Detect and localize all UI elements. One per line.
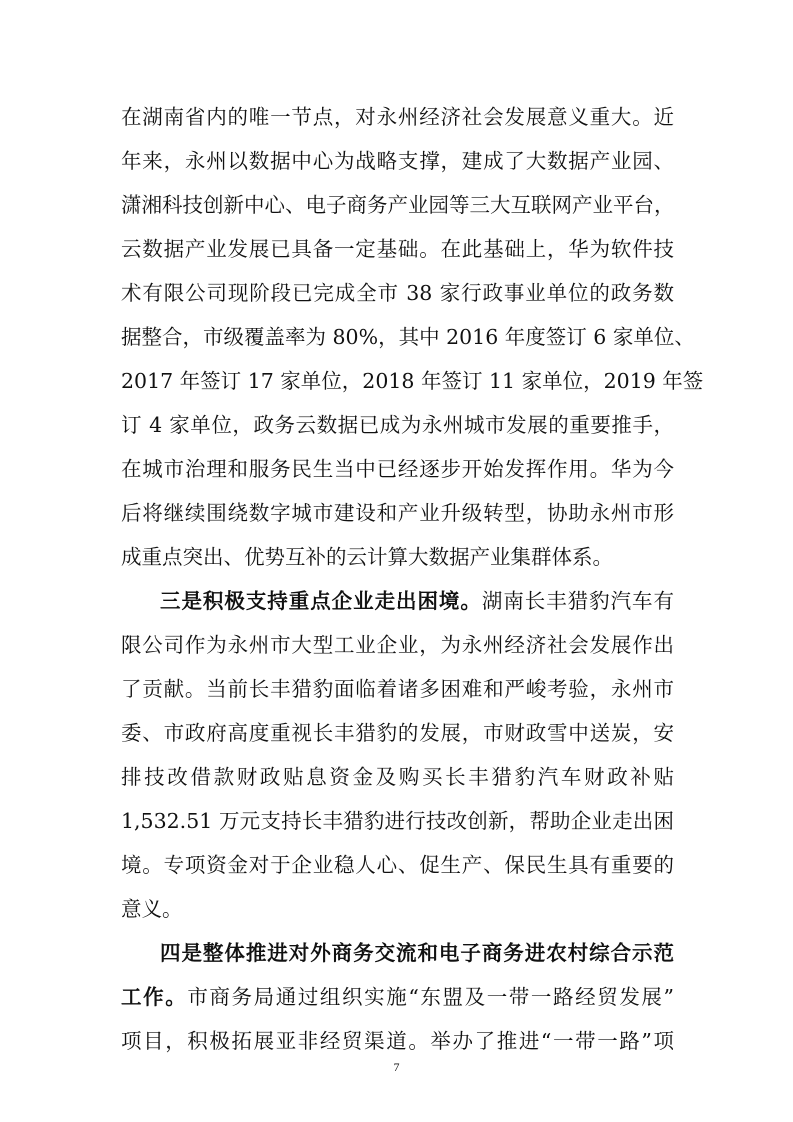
paragraph-1-line-11: 成重点突出、优势互补的云计算大数据产业集群体系。 bbox=[121, 545, 613, 569]
paragraph-1-line-7: 2017 年签订 17 家单位，2018 年签订 11 家单位，2019 年签 bbox=[121, 369, 704, 393]
paragraph-2-line-6: 1,532.51 万元支持长丰猎豹进行技改创新，帮助企业走出困 bbox=[121, 809, 674, 833]
paragraph-2-line-4: 委、市政府高度重视长丰猎豹的发展，市财政雪中送炭，安 bbox=[121, 721, 674, 745]
paragraph-2-line-1 bbox=[160, 579, 674, 623]
paragraph-2-line-8: 意义。 bbox=[121, 897, 183, 921]
paragraph-1-line-4: 云数据产业发展已具备一定基础。在此基础上，华为软件技 bbox=[121, 237, 674, 261]
paragraph-1-line-3: 潇湘科技创新中心、电子商务产业园等三大互联网产业平台， bbox=[121, 193, 675, 217]
paragraph-1-line-5: 术有限公司现阶段已完成全市 38 家行政事业单位的政务数 bbox=[121, 281, 674, 305]
paragraph-1-line-10: 后将继续围绕数字城市建设和产业升级转型，协助永州市形 bbox=[121, 501, 674, 525]
paragraph-2-line-5: 排技改借款财政贴息资金及购买长丰猎豹汽车财政补贴 bbox=[121, 765, 674, 789]
paragraph-3-line-2 bbox=[121, 975, 674, 1019]
paragraph-1-line-2: 年来，永州以数据中心为战略支撑，建成了大数据产业园、 bbox=[121, 149, 674, 173]
paragraph-1-line-6: 据整合，市级覆盖率为 80%，其中 2016 年度签订 6 家单位、 bbox=[121, 325, 695, 349]
paragraph-2-line-3: 了贡献。当前长丰猎豹面临着诸多困难和严峻考验，永州市 bbox=[121, 677, 674, 701]
paragraph-1-line-1: 在湖南省内的唯一节点，对永州经济社会发展意义重大。近 bbox=[121, 105, 674, 129]
paragraph-2-line-1-rest: 湖南长丰猎豹汽车有 bbox=[481, 589, 675, 613]
page-number: 7 bbox=[393, 1060, 400, 1074]
paragraph-2-line-2: 限公司作为永州市大型工业企业，为永州经济社会发展作出 bbox=[121, 633, 674, 657]
paragraph-3-line-2-rest: 市商务局通过组织实施“东盟及一带一路经贸发展” bbox=[187, 985, 674, 1009]
paragraph-3-heading-line-1: 四是整体推进对外商务交流和电子商务进农村综合示范 bbox=[160, 941, 674, 965]
paragraph-3-heading-line-2: 工作。 bbox=[121, 985, 188, 1009]
paragraph-3-line-3: 项目，积极拓展亚非经贸渠道。举办了推进“一带一路”项 bbox=[121, 1029, 674, 1053]
paragraph-2-heading: 三是积极支持重点企业走出困境。 bbox=[160, 589, 482, 613]
paragraph-1-line-9: 在城市治理和服务民生当中已经逐步开始发挥作用。华为今 bbox=[121, 457, 674, 481]
paragraph-1-line-8: 订 4 家单位，政务云数据已成为永州城市发展的重要推手， bbox=[121, 413, 674, 437]
paragraph-2-line-7: 境。专项资金对于企业稳人心、促生产、保民生具有重要的 bbox=[121, 853, 674, 877]
